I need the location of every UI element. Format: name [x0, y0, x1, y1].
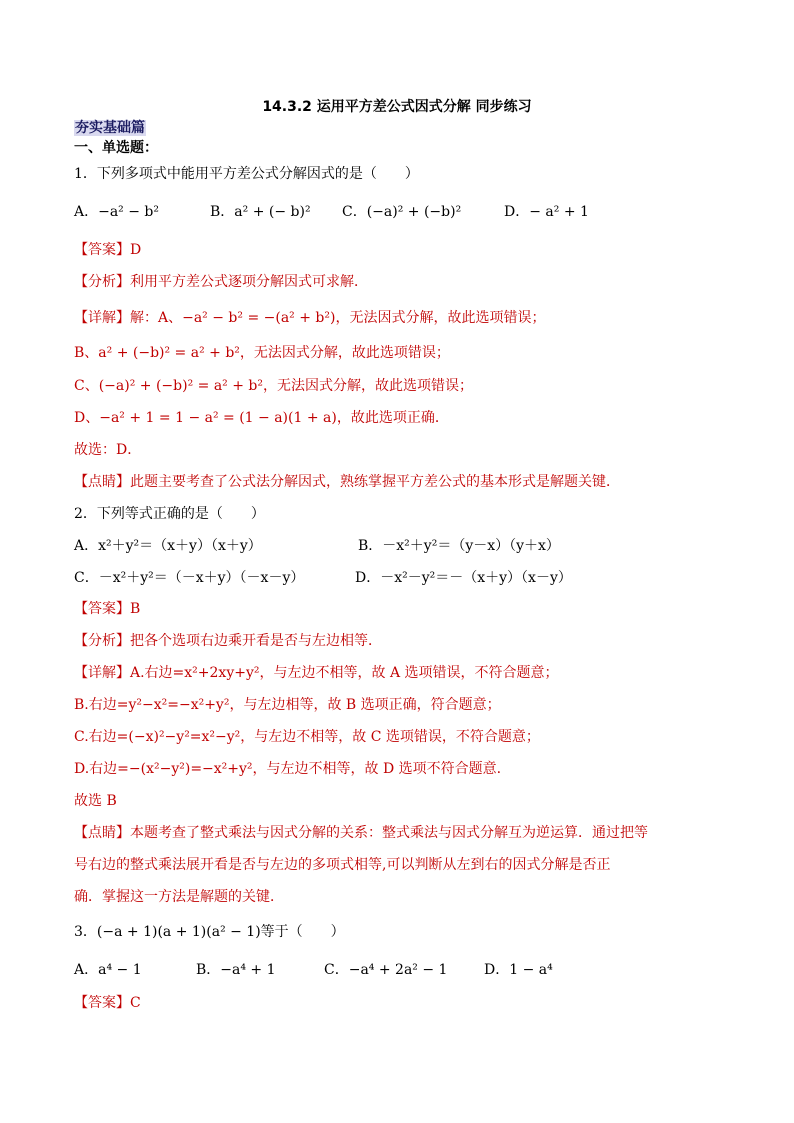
part-heading: 一、单选题：	[74, 140, 158, 156]
q1-comment: 【点睛】此题主要考查了公式法分解因式，熟练掌握平方差公式的基本形式是解题关键．	[74, 474, 620, 490]
q2-comment-1: 【点睛】本题考查了整式乘法与因式分解的关系：整式乘法与因式分解互为逆运算．通过把等	[74, 825, 648, 841]
q1-choose: 故选：D．	[74, 442, 142, 458]
q2-option-b: B．－x²＋y²＝（y－x）（y＋x）	[358, 538, 560, 554]
q1-detail-a: 【详解】解：A、−a² − b² = −(a² + b²)，无法因式分解，故此选项错误；	[74, 310, 546, 326]
q3-option-b: B．−a⁴ + 1	[196, 962, 276, 978]
q1-option-a: A．−a² − b²	[74, 204, 160, 220]
q3-answer: 【答案】C	[74, 995, 141, 1011]
q1-option-b: B．a² + (− b)²	[210, 204, 311, 220]
q1-option-d: D．− a² + 1	[504, 204, 589, 220]
q1-detail-d: D、−a² + 1 = 1 − a² = (1 − a)(1 + a)，故此选项正确．	[74, 410, 449, 426]
q2-stem: 2．下列等式正确的是（ ）	[74, 506, 265, 522]
q1-option-c: C．(−a)² + (−b)²	[342, 204, 462, 220]
q2-option-d: D．－x²－y²＝－（x＋y）（x－y）	[355, 570, 572, 586]
q2-choose: 故选 B	[74, 793, 117, 809]
q2-option-a: A．x²＋y²＝（x＋y）（x＋y）	[74, 538, 262, 554]
q2-answer: 【答案】B	[74, 601, 141, 617]
q1-analysis: 【分析】利用平方差公式逐项分解因式可求解．	[74, 274, 368, 290]
q1-detail-b: B、a² + (−b)² = a² + b²，无法因式分解，故此选项错误；	[74, 345, 450, 361]
page-title: 14.3.2 运用平方差公式因式分解 同步练习	[262, 99, 532, 115]
q2-detail-c: C.右边=(−x)²−y²=x²−y²，与左边不相等，故 C 选项错误，不符合题意；	[74, 729, 540, 745]
q2-detail-d: D.右边=−(x²−y²)=−x²+y²，与左边不相等，故 D 选项不符合题意.	[74, 761, 502, 777]
q2-option-c: C．－x²＋y²＝（－x＋y）（－x－y）	[74, 570, 305, 586]
q2-comment-3: 确．掌握这一方法是解题的关键．	[74, 889, 284, 905]
q1-detail-c: C、(−a)² + (−b)² = a² + b²，无法因式分解，故此选项错误；	[74, 378, 473, 394]
q2-analysis: 【分析】把各个选项右边乘开看是否与左边相等．	[74, 633, 382, 649]
q3-stem: 3．(−a + 1)(a + 1)(a² − 1)等于（ ）	[74, 924, 345, 940]
q2-detail-b: B.右边=y²−x²=−x²+y²，与左边相等，故 B 选项正确，符合题意；	[74, 697, 501, 713]
q2-comment-2: 号右边的整式乘法展开看是否与左边的多项式相等,可以判断从左到右的因式分解是否正	[74, 857, 611, 873]
section-heading: 夯实基础篇	[75, 120, 145, 136]
q3-option-a: A．a⁴ − 1	[74, 962, 142, 978]
q2-detail-a: 【详解】A.右边=x²+2xy+y²，与左边不相等，故 A 选项错误，不符合题意；	[74, 665, 559, 681]
q1-stem: 1．下列多项式中能用平方差公式分解因式的是（ ）	[74, 166, 419, 182]
q3-option-d: D．1 − a⁴	[484, 962, 553, 978]
q3-option-c: C．−a⁴ + 2a² − 1	[324, 962, 448, 978]
q1-answer: 【答案】D	[74, 242, 142, 258]
